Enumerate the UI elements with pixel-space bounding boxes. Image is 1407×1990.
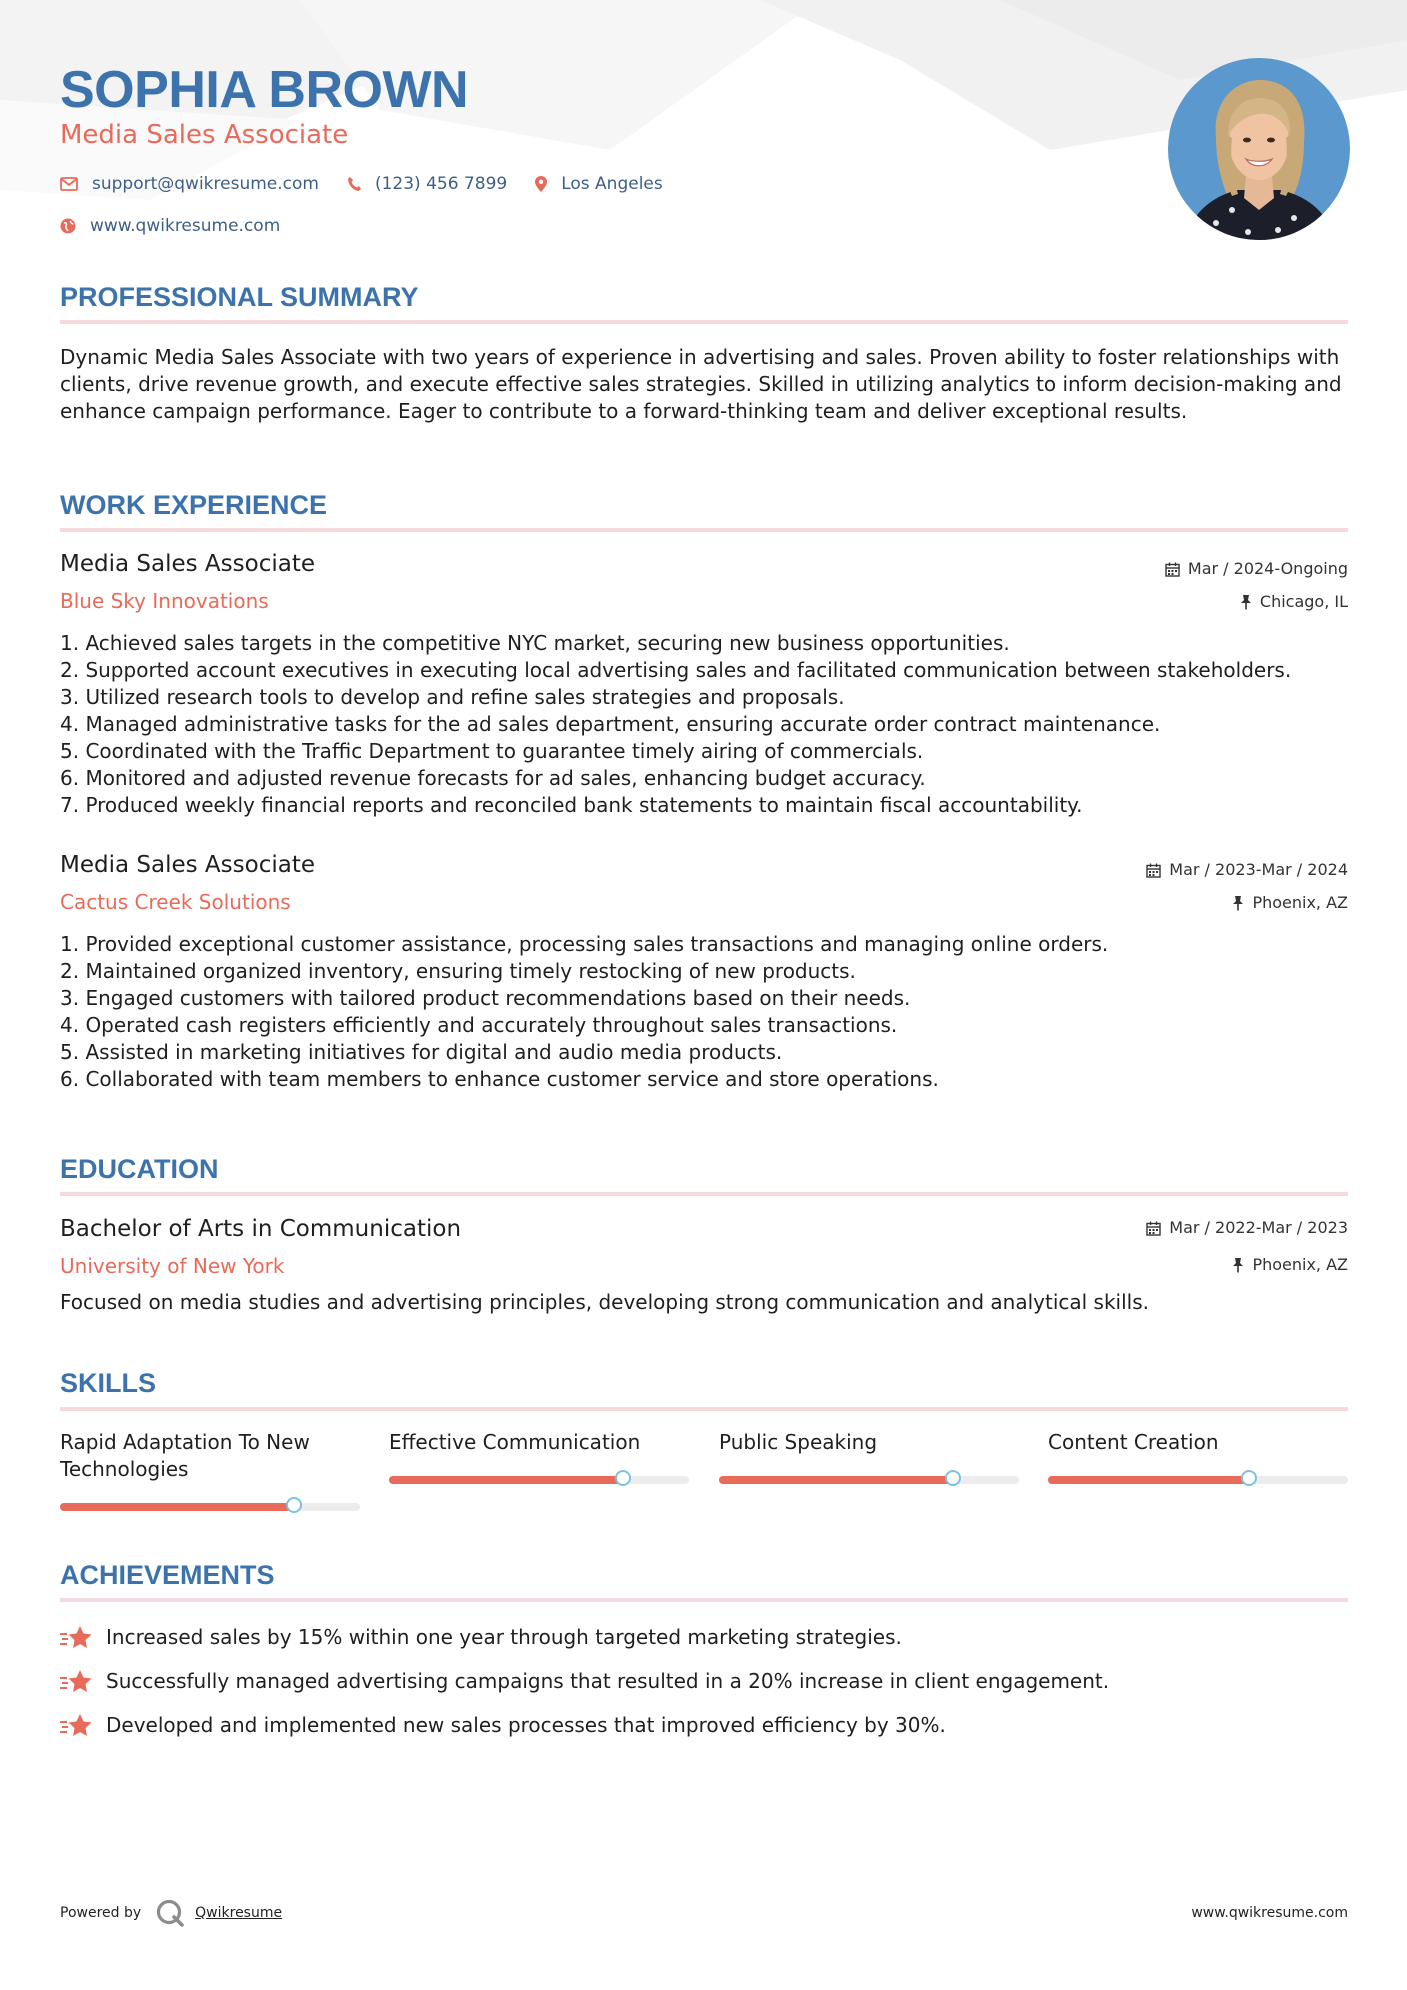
achievement-item [60,1624,902,1651]
job-responsibilities [60,630,1348,819]
contact-row [60,171,691,197]
education-divider [60,1192,1348,1196]
list-item: 6. Collaborated with team members to enhance customer service and store operations. [60,1067,939,1091]
education-description: Focused on media studies and advertising principles, developing strong communication and analytical skills. [60,1290,1149,1314]
phone-item[interactable] [347,174,507,194]
job-dates-text: Mar / 2024-Ongoing [1187,559,1348,578]
footer-powered-by [60,1898,282,1928]
degree-title: Bachelor of Arts in Communication [60,1216,462,1242]
list-item: 2. Maintained organized inventory, ensuring timely restocking of new products. [60,959,856,983]
experience-heading: WORK EXPERIENCE [60,490,328,520]
achievement-text: Successfully managed advertising campaigns that resulted in a 20% increase in client engagement. [106,1669,1110,1693]
job-location [1240,591,1348,613]
skill-level-bar [389,1476,689,1484]
skill-item [1048,1429,1348,1456]
list-item: 1. Achieved sales targets in the competitive NYC market, securing new business opportunities. [60,631,1010,655]
calendar-icon [1146,1221,1161,1236]
skill-item [389,1429,689,1456]
list-item: 5. Coordinated with the Traffic Department to guarantee timely airing of commercials. [60,739,924,763]
summary-divider [60,320,1348,324]
list-item: 1. Provided exceptional customer assistance, processing sales transactions and managing online orders. [60,932,1109,956]
company-name: Cactus Creek Solutions [60,890,291,914]
education-dates [1146,1217,1348,1239]
skill-name: Content Creation [1048,1430,1219,1454]
list-item: 7. Produced weekly financial reports and reconciled bank statements to maintain fiscal accountability. [60,793,1083,817]
job-dates [1165,558,1348,580]
education-location [1232,1254,1348,1276]
location-text: Los Angeles [561,174,663,194]
job-location-text: Chicago, IL [1259,592,1348,611]
qwikresume-link[interactable]: Qwikresume [195,1905,283,1921]
envelope-icon [60,177,78,191]
summary-text: Dynamic Media Sales Associate with two years of experience in advertising and sales. Proven ability to foster relationships with clients, drive revenue growth, and execute effective sales strategies. Skilled in utilizing analytics to inform decision-making and enhance campaign performance. Eager to contribute to a forward-thinking team and deliver exceptional results. [60,345,1342,423]
pushpin-icon [1240,594,1252,610]
job-responsibilities [60,931,1348,1093]
star-icon [60,1669,92,1695]
achievement-item [60,1668,1109,1695]
job-location [1232,892,1348,914]
skill-name: Rapid Adaptation To New Technologies [60,1430,310,1481]
skill-item [719,1429,1019,1456]
calendar-icon [1165,562,1180,577]
summary-heading: PROFESSIONAL SUMMARY [60,282,419,312]
skill-level-knob [286,1497,302,1513]
education-heading: EDUCATION [60,1154,219,1184]
achievement-text: Developed and implemented new sales processes that improved efficiency by 30%. [106,1713,946,1737]
list-item: 6. Monitored and adjusted revenue forecasts for ad sales, enhancing budget accuracy. [60,766,926,790]
email-item[interactable] [60,174,319,194]
powered-by-label: Powered by [60,1905,142,1921]
star-icon [60,1625,92,1651]
skill-level-fill [60,1503,294,1511]
list-item: 3. Utilized research tools to develop and refine sales strategies and proposals. [60,685,845,709]
footer-website[interactable]: www.qwikresume.com [1191,1905,1348,1921]
skill-level-bar [1048,1476,1348,1484]
job-dates-text: Mar / 2023-Mar / 2024 [1169,860,1348,879]
phone-icon [347,176,361,192]
calendar-icon [1146,863,1161,878]
job-title: Media Sales Associate [60,852,315,878]
experience-divider [60,528,1348,532]
skill-item [60,1429,360,1483]
location-item [535,174,663,194]
education-location-text: Phoenix, AZ [1252,1255,1348,1274]
skill-level-bar [60,1503,360,1511]
skill-name: Public Speaking [719,1430,878,1454]
school-name: University of New York [60,1254,285,1278]
profile-photo [1168,58,1350,240]
education-dates-text: Mar / 2022-Mar / 2023 [1169,1218,1348,1237]
achievement-item [60,1712,946,1739]
skill-level-fill [719,1476,953,1484]
pushpin-icon [1232,895,1244,911]
globe-icon [60,218,76,234]
email-text: support@qwikresume.com [92,174,319,194]
skill-name: Effective Communication [389,1430,641,1454]
qwikresume-logo-icon [155,1898,185,1928]
skills-heading: SKILLS [60,1368,157,1398]
website-row [60,213,308,239]
candidate-name: SOPHIA BROWN [60,61,469,119]
list-item: 2. Supported account executives in executing local advertising sales and facilitated communication between stakeholders. [60,658,1292,682]
achievement-text: Increased sales by 15% within one year through targeted marketing strategies. [106,1625,902,1649]
job-dates [1146,859,1348,881]
website-item[interactable] [60,216,280,236]
pushpin-icon [1232,1257,1244,1273]
list-item: 4. Managed administrative tasks for the ad sales department, ensuring accurate order contract maintenance. [60,712,1161,736]
skill-level-fill [389,1476,623,1484]
skill-level-knob [615,1470,631,1486]
achievements-divider [60,1598,1348,1602]
list-item: 3. Engaged customers with tailored product recommendations based on their needs. [60,986,911,1010]
list-item: 5. Assisted in marketing initiatives for digital and audio media products. [60,1040,783,1064]
skill-level-bar [719,1476,1019,1484]
phone-text: (123) 456 7899 [374,174,508,194]
star-icon [60,1713,92,1739]
candidate-role: Media Sales Associate [60,120,349,150]
skill-level-knob [945,1470,961,1486]
job-title: Media Sales Associate [60,551,315,577]
skill-level-knob [1241,1470,1257,1486]
list-item: 4. Operated cash registers efficiently and accurately throughout sales transactions. [60,1013,898,1037]
job-location-text: Phoenix, AZ [1252,893,1348,912]
website-text: www.qwikresume.com [90,216,281,236]
map-pin-icon [535,176,547,192]
company-name: Blue Sky Innovations [60,589,269,613]
skills-divider [60,1407,1348,1411]
achievements-heading: ACHIEVEMENTS [60,1560,275,1590]
skill-level-fill [1048,1476,1249,1484]
